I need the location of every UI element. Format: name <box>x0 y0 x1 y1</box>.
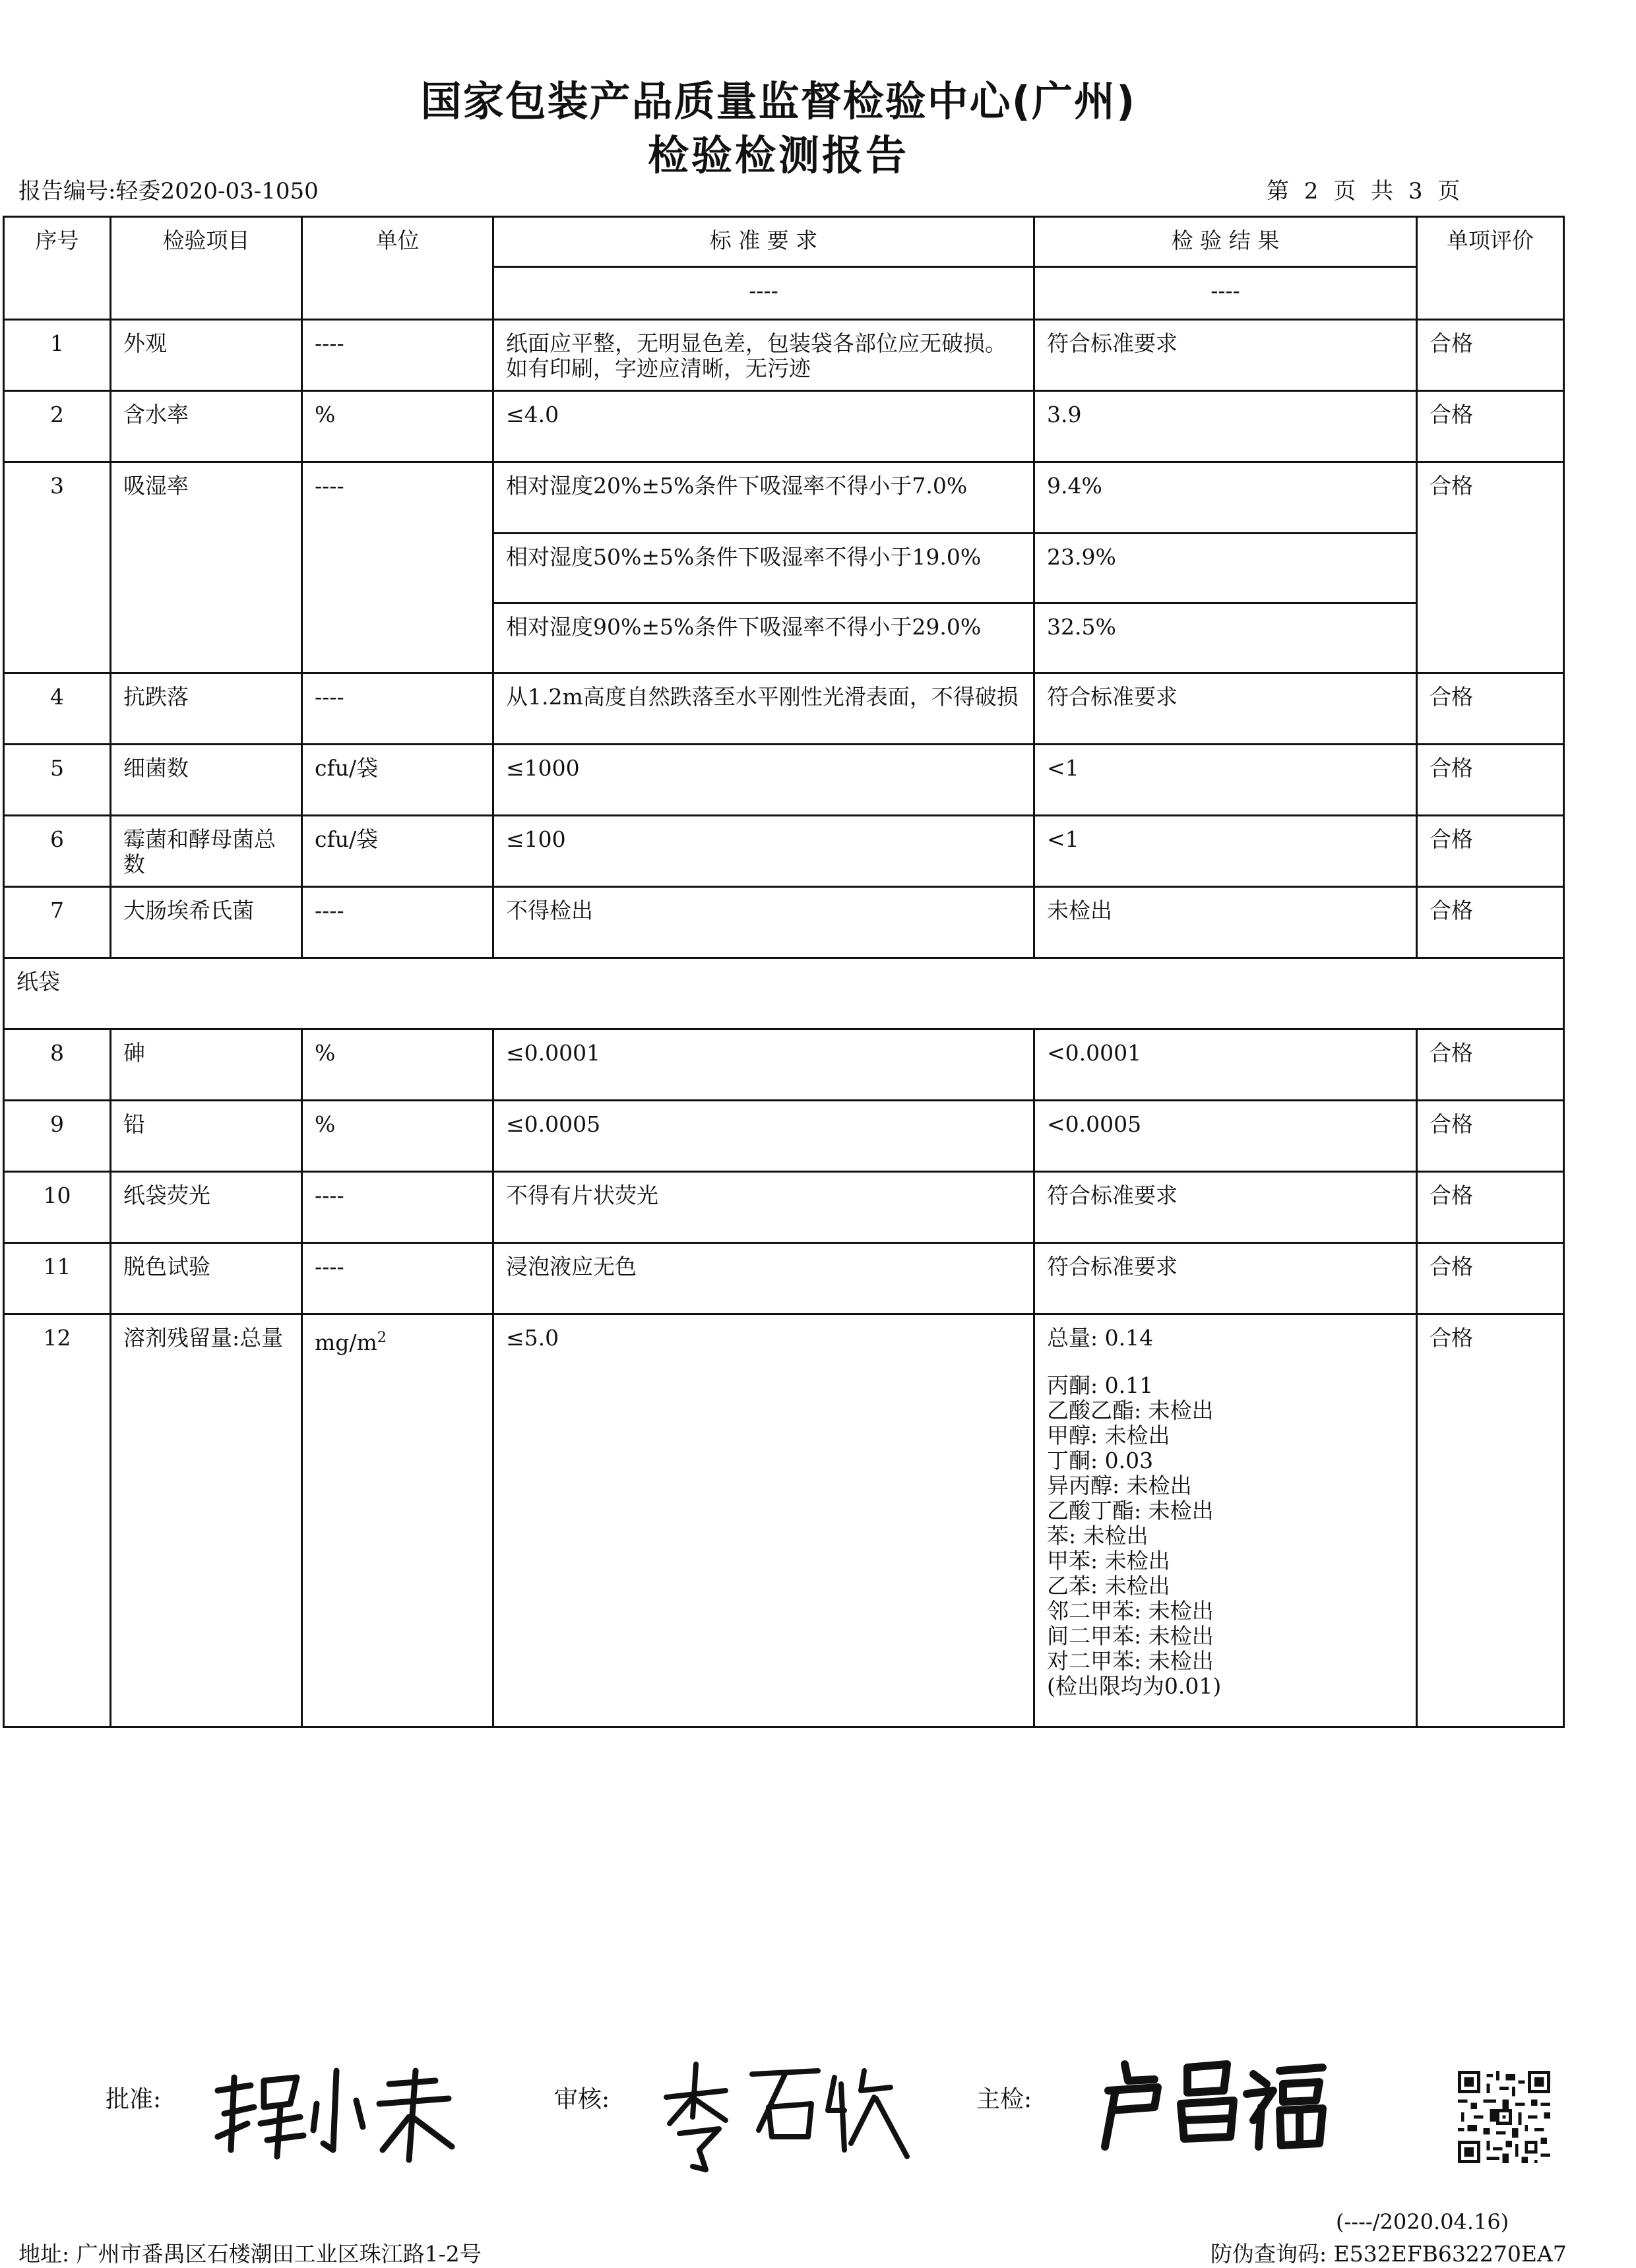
row-item: 铅 <box>111 1101 302 1172</box>
table-row <box>4 320 1564 391</box>
row-unit: % <box>302 391 493 462</box>
footer-address: 地址: 广州市番禺区石楼潮田工业区珠江路1-2号 <box>18 2241 482 2267</box>
report-subtitle: 检验检测报告 <box>647 131 909 179</box>
row-standard: ≤4.0 <box>493 391 1034 462</box>
row-unit: ---- <box>302 462 493 673</box>
review-signature <box>653 2044 917 2176</box>
row-standard: 相对湿度90%±5%条件下吸湿率不得小于29.0% <box>493 603 1034 673</box>
report-date: (----/2020.04.16) <box>1336 2209 1509 2234</box>
row-standard: ≤0.0001 <box>493 1029 1034 1101</box>
row-standard: ≤5.0 <box>493 1314 1034 1727</box>
row-result: 符合标准要求 <box>1034 320 1417 391</box>
row-evaluation: 合格 <box>1417 1172 1564 1243</box>
header-standard: 标 准 要 求 <box>493 217 1034 267</box>
table-row <box>4 673 1564 745</box>
table-row <box>4 1172 1564 1243</box>
row-unit: ---- <box>302 320 493 391</box>
row-result: 未检出 <box>1034 887 1417 958</box>
row-no: 5 <box>4 745 111 816</box>
row-no: 1 <box>4 320 111 391</box>
inspect-signature <box>1088 2054 1333 2153</box>
row-no: 12 <box>4 1314 111 1727</box>
header-evaluation: 单项评价 <box>1417 217 1564 320</box>
row-result: 符合标准要求 <box>1034 1243 1417 1314</box>
row-item: 溶剂残留量:总量 <box>111 1314 302 1727</box>
verify-code: 防伪查询码: E532EFB632270EA7 <box>1211 2241 1567 2267</box>
row-evaluation: 合格 <box>1417 673 1564 745</box>
row-item: 吸湿率 <box>111 462 302 673</box>
result-line: 乙酸丁酯: 未检出 <box>1047 1498 1214 1523</box>
row-unit: ---- <box>302 673 493 745</box>
review-label: 审核: <box>554 2086 610 2113</box>
row-unit: ---- <box>302 887 493 958</box>
row-no: 8 <box>4 1029 111 1101</box>
row-result: 9.4% <box>1034 462 1417 534</box>
row-standard: 不得有片状荧光 <box>493 1172 1034 1243</box>
row-item: 细菌数 <box>111 745 302 816</box>
row-result: 符合标准要求 <box>1034 673 1417 745</box>
row-no: 9 <box>4 1101 111 1172</box>
row-unit: cfu/袋 <box>302 816 493 887</box>
result-line: (检出限均为0.01) <box>1047 1673 1222 1699</box>
row-evaluation: 合格 <box>1417 816 1564 887</box>
table-row <box>4 1314 1564 1727</box>
row-unit: % <box>302 1029 493 1101</box>
row-no: 11 <box>4 1243 111 1314</box>
row-standard: ≤100 <box>493 816 1034 887</box>
result-line: 甲苯: 未检出 <box>1047 1548 1170 1574</box>
row-evaluation: 合格 <box>1417 391 1564 462</box>
section-title: 纸袋 <box>4 958 1564 1029</box>
table-row <box>4 816 1564 887</box>
row-result: <1 <box>1034 745 1417 816</box>
row-unit: ---- <box>302 1172 493 1243</box>
unit-superscript: 2 <box>377 1330 387 1346</box>
row-no: 3 <box>4 462 111 673</box>
row-item: 纸袋荧光 <box>111 1172 302 1243</box>
row-result: 32.5% <box>1034 603 1417 673</box>
row-standard: 从1.2m高度自然跌落至水平刚性光滑表面，不得破损 <box>493 673 1034 745</box>
row-standard: 浸泡液应无色 <box>493 1243 1034 1314</box>
row-no: 10 <box>4 1172 111 1243</box>
result-line: 苯: 未检出 <box>1047 1523 1148 1548</box>
result-spacer <box>1047 1351 1404 1373</box>
row-evaluation: 合格 <box>1417 1314 1564 1727</box>
row-item: 脱色试验 <box>111 1243 302 1314</box>
result-line: 甲醇: 未检出 <box>1047 1423 1170 1448</box>
row-evaluation: 合格 <box>1417 1101 1564 1172</box>
row-item: 大肠埃希氏菌 <box>111 887 302 958</box>
row-standard: ≤0.0005 <box>493 1101 1034 1172</box>
result-total: 总量: 0.14 <box>1047 1325 1154 1351</box>
row-no: 6 <box>4 816 111 887</box>
result-line: 乙酸乙酯: 未检出 <box>1047 1397 1214 1423</box>
table-row <box>4 887 1564 958</box>
row-result-list <box>1034 1314 1417 1727</box>
row-standard: ≤1000 <box>493 745 1034 816</box>
row-item: 抗跌落 <box>111 673 302 745</box>
report-number: 报告编号:轻委2020-03-1050 <box>18 178 319 204</box>
row-result: <0.0005 <box>1034 1101 1417 1172</box>
page-info: 第 2 页 共 3 页 <box>1267 178 1461 204</box>
row-evaluation: 合格 <box>1417 745 1564 816</box>
result-line: 对二甲苯: 未检出 <box>1047 1648 1214 1674</box>
row-standard: 不得检出 <box>493 887 1034 958</box>
result-line: 邻二甲苯: 未检出 <box>1047 1598 1214 1624</box>
row-result: 23.9% <box>1034 534 1417 603</box>
row-result: 符合标准要求 <box>1034 1172 1417 1243</box>
row-unit: % <box>302 1101 493 1172</box>
row-evaluation: 合格 <box>1417 320 1564 391</box>
row-unit: cfu/袋 <box>302 745 493 816</box>
approve-signature <box>198 2051 462 2170</box>
row-item: 外观 <box>111 320 302 391</box>
row-evaluation: 合格 <box>1417 887 1564 958</box>
row-evaluation: 合格 <box>1417 1029 1564 1101</box>
result-line: 异丙醇: 未检出 <box>1047 1473 1192 1498</box>
result-line: 间二甲苯: 未检出 <box>1047 1623 1214 1649</box>
section-row <box>4 958 1564 1029</box>
row-standard: 相对湿度50%±5%条件下吸湿率不得小于19.0% <box>493 534 1034 603</box>
row-no: 7 <box>4 887 111 958</box>
unit-base: mg/m <box>315 1330 377 1355</box>
result-line: 乙苯: 未检出 <box>1047 1573 1170 1599</box>
header-result-sub: ---- <box>1034 267 1417 320</box>
row-item: 含水率 <box>111 391 302 462</box>
inspection-table <box>3 216 1565 1728</box>
table-row <box>4 1029 1564 1101</box>
table-row <box>4 391 1564 462</box>
result-line: 丁酮: 0.03 <box>1047 1448 1154 1473</box>
qr-code-icon <box>1458 2071 1550 2163</box>
table-row <box>4 462 1564 534</box>
header-result: 检 验 结 果 <box>1034 217 1417 267</box>
header-standard-sub: ---- <box>493 267 1034 320</box>
row-no: 4 <box>4 673 111 745</box>
row-unit <box>302 1314 493 1727</box>
result-line: 丙酮: 0.11 <box>1047 1372 1154 1398</box>
table-row <box>4 745 1564 816</box>
header-unit: 单位 <box>302 217 493 320</box>
row-result: 3.9 <box>1034 391 1417 462</box>
table-row <box>4 1101 1564 1172</box>
row-result: <1 <box>1034 816 1417 887</box>
row-item: 砷 <box>111 1029 302 1101</box>
header-no: 序号 <box>4 217 111 320</box>
row-item: 霉菌和酵母菌总数 <box>111 816 302 887</box>
row-evaluation: 合格 <box>1417 1243 1564 1314</box>
table-header-row <box>4 217 1564 267</box>
approve-label: 批准: <box>106 2086 162 2113</box>
row-evaluation: 合格 <box>1417 462 1564 673</box>
header-item: 检验项目 <box>111 217 302 320</box>
table-row <box>4 1243 1564 1314</box>
row-standard: 纸面应平整，无明显色差，包装袋各部位应无破损。如有印刷，字迹应清晰，无污迹 <box>493 320 1034 391</box>
row-result: <0.0001 <box>1034 1029 1417 1101</box>
row-standard: 相对湿度20%±5%条件下吸湿率不得小于7.0% <box>493 462 1034 534</box>
row-no: 2 <box>4 391 111 462</box>
inspect-label: 主检: <box>976 2086 1032 2113</box>
report-title: 国家包装产品质量监督检验中心(广州) <box>420 77 1137 125</box>
row-unit: ---- <box>302 1243 493 1314</box>
